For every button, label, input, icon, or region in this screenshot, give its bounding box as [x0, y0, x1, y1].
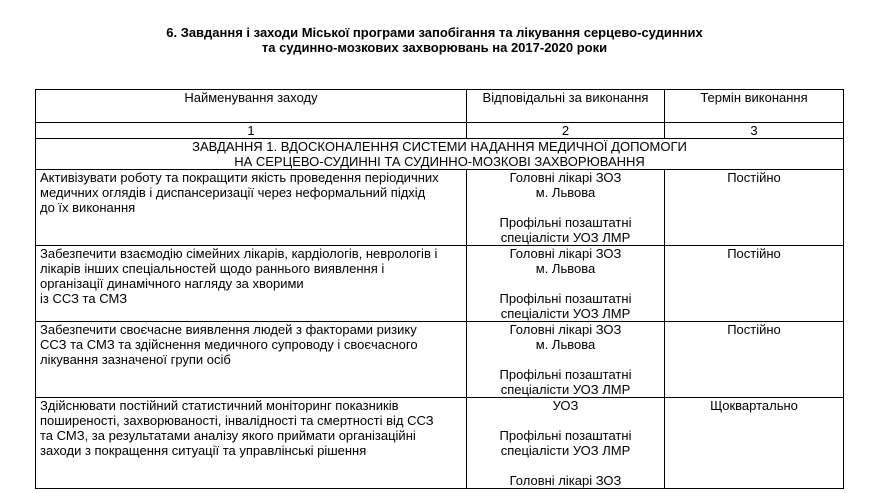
measure-cell: [36, 398, 467, 489]
responsible-line: Головні лікарі ЗОЗ: [509, 322, 622, 337]
table-row: [36, 398, 844, 489]
document-title: [0, 25, 869, 55]
responsible-line: Профільні позаштатні: [499, 291, 632, 306]
table-header-row: [36, 90, 844, 123]
header-responsible: Відповідальні за виконання: [467, 90, 665, 123]
measure-line: Забезпечити своєчасне виявлення людей з факторами ризику: [40, 322, 417, 337]
measure-line: Забезпечити взаємодію сімейних лікарів, кардіологів, неврологів і: [40, 246, 438, 261]
task-heading-line: НА СЕРЦЕВО-СУДИННІ ТА СУДИННО-МОЗКОВІ ЗАХВОРЮВАННЯ: [234, 154, 645, 169]
measure-line: медичних оглядів і диспансеризації через неформальний підхід: [40, 185, 426, 200]
term-cell: Постійно: [665, 246, 844, 322]
column-number: 1: [36, 123, 467, 139]
responsible-line: Головні лікарі ЗОЗ: [509, 246, 622, 261]
responsible-cell: [467, 170, 665, 246]
column-number: 3: [665, 123, 844, 139]
responsible-line: спеціалісти УОЗ ЛМР: [500, 443, 631, 458]
responsible-line: спеціалісти УОЗ ЛМР: [500, 382, 631, 397]
measure-line: заходи з покращення ситуації та управлінські рішення: [40, 443, 367, 458]
column-number: 2: [467, 123, 665, 139]
responsible-line: Профільні позаштатні: [499, 367, 632, 382]
measure-cell: [36, 322, 467, 398]
responsible-line: м. Львова: [535, 261, 596, 276]
responsible-line: м. Львова: [535, 185, 596, 200]
responsible-cell: [467, 322, 665, 398]
responsible-line: Головні лікарі ЗОЗ: [509, 473, 622, 488]
measure-cell: [36, 170, 467, 246]
term-cell: Постійно: [665, 170, 844, 246]
responsible-line: спеціалісти УОЗ ЛМР: [500, 306, 631, 321]
measures-table: [35, 89, 844, 489]
table-row: [36, 170, 844, 246]
header-measure: Найменування заходу: [36, 90, 467, 123]
responsible-line: м. Львова: [535, 337, 596, 352]
column-number-row: [36, 123, 844, 139]
title-line-1: 6. Завдання і заходи Міської програми запобігання та лікування серцево-судинних: [166, 25, 703, 40]
task-heading: [36, 139, 844, 170]
measure-line: та СМЗ, за результатами аналізу якого приймати організаційні: [40, 428, 416, 443]
responsible-cell: [467, 398, 665, 489]
measure-line: до їх виконання: [40, 200, 136, 215]
measure-line: із ССЗ та СМЗ: [40, 291, 128, 306]
responsible-cell: [467, 246, 665, 322]
responsible-line: Головні лікарі ЗОЗ: [509, 170, 622, 185]
responsible-line: УОЗ: [552, 398, 579, 413]
table-row: [36, 246, 844, 322]
task-heading-row: [36, 139, 844, 170]
measure-line: поширеності, захворюваності, інвалідності та смертності від ССЗ: [40, 413, 434, 428]
header-term: Термін виконання: [665, 90, 844, 123]
measure-line: лікарів інших спеціальностей щодо раннього виявлення і: [40, 261, 385, 276]
term-cell: Щоквартально: [665, 398, 844, 489]
measure-cell: [36, 246, 467, 322]
term-cell: Постійно: [665, 322, 844, 398]
responsible-line: спеціалісти УОЗ ЛМР: [500, 230, 631, 245]
responsible-line: Профільні позаштатні: [499, 215, 632, 230]
task-heading-line: ЗАВДАННЯ 1. ВДОСКОНАЛЕННЯ СИСТЕМИ НАДАННЯ МЕДИЧНОЇ ДОПОМОГИ: [192, 139, 687, 154]
responsible-line: Профільні позаштатні: [499, 428, 632, 443]
measure-line: Активізувати роботу та покращити якість проведення періодичних: [40, 170, 439, 185]
measure-line: ССЗ та СМЗ та здійснення медичного супроводу і своєчасного: [40, 337, 418, 352]
measure-line: Здійснювати постійний статистичний моніторинг показників: [40, 398, 399, 413]
table-row: [36, 322, 844, 398]
measure-line: лікування зазначеної групи осіб: [40, 352, 231, 367]
measure-line: організації динамічного нагляду за хворими: [40, 276, 304, 291]
title-line-2: та судинно-мозкових захворювань на 2017-2020 роки: [261, 40, 608, 55]
